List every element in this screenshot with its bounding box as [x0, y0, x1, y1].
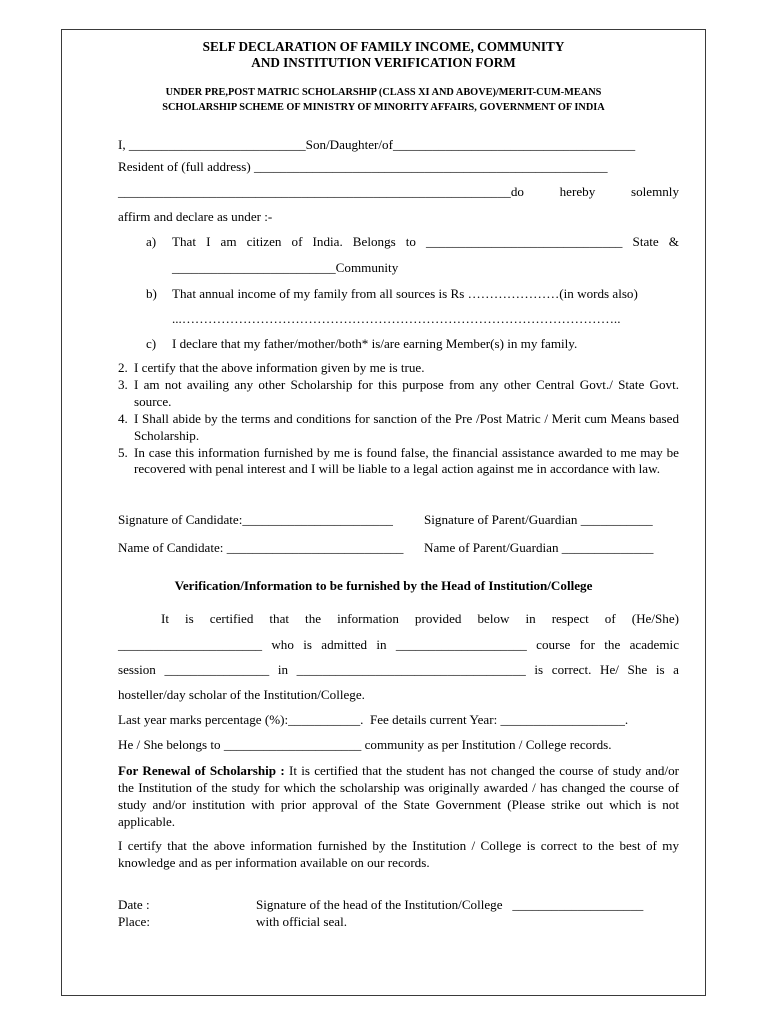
item-a-marker: a)	[146, 234, 157, 249]
list-item	[118, 360, 679, 377]
declaration-affirm-line: affirm and declare as under :-	[118, 209, 273, 224]
item-a-line1: That I am citizen of India. Belongs to ______________________________ State &	[172, 234, 679, 249]
list-item	[118, 445, 679, 479]
declaration-solemnly-line: ____________________________________________________________do hereby solemnly	[118, 184, 679, 199]
renewal-text: It is certified that the student has not changed the course of study and/or the Institution of the study for which the scholarship was originally awarded / has changed the course of study and/or institution with prior approval of the State Government (Please strike out which is not applicable.	[118, 763, 680, 829]
item-c-marker: c)	[146, 336, 157, 351]
verification-line3: session ________________ in ___________________________________ is correct. He/ She is a	[118, 662, 679, 677]
declaration-name-line: I, ___________________________Son/Daughter/of_____________________________________	[118, 137, 636, 152]
list-item-text: I certify that the above information given by me is true.	[134, 360, 425, 375]
parent-signature-field: Signature of Parent/Guardian ___________	[424, 512, 653, 527]
place-label: Place:	[118, 914, 150, 929]
verification-community-line: He / She belongs to _____________________ community as per Institution / College records.	[118, 737, 612, 752]
list-item-number: 5.	[118, 444, 128, 460]
list-item-text: In case this information furnished by me is found false, the financial assistance awarded to me may be recovered with penal interest and I will be liable to a legal action against me in accordance with law.	[134, 444, 679, 477]
candidate-name-field: Name of Candidate: ___________________________	[118, 540, 404, 555]
certify-paragraph: I certify that the above information furnished by the Institution / College is correct to the best of my knowledge and as per information available on our records.	[118, 838, 679, 870]
item-b-line1: That annual income of my family from all sources is Rs …………………(in words also)	[172, 286, 638, 301]
verification-heading: Verification/Information to be furnished by the Head of Institution/College	[174, 578, 593, 593]
declaration-resident-line: Resident of (full address) ______________________________________________________	[118, 159, 608, 174]
form-title-line1: SELF DECLARATION OF FAMILY INCOME, COMMUNITY	[202, 39, 565, 54]
verification-line4: hosteller/day scholar of the Institution/College.	[118, 687, 365, 702]
list-item-text: I am not availing any other Scholarship for this purpose from any other Central Govt./ State Govt. source.	[134, 376, 679, 409]
parent-name-field: Name of Parent/Guardian ______________	[424, 540, 654, 555]
renewal-label: For Renewal of Scholarship :	[118, 763, 285, 778]
candidate-signature-field: Signature of Candidate:_______________________	[118, 512, 393, 527]
item-b-marker: b)	[146, 286, 157, 301]
numbered-declarations	[118, 360, 679, 478]
list-item-number: 3.	[118, 376, 128, 392]
verification-line2: ______________________ who is admitted in ____________________ course for the academic	[118, 637, 679, 652]
list-item	[118, 377, 679, 411]
item-c-line: I declare that my father/mother/both* is/are earning Member(s) in my family.	[172, 336, 578, 351]
verification-marks-fees-line: Last year marks percentage (%):___________. Fee details current Year: ___________________.	[118, 712, 629, 727]
list-item-text: I Shall abide by the terms and conditions for sanction of the Pre /Post Matric / Merit cum Means based Scholarship.	[134, 410, 679, 443]
date-label: Date :	[118, 897, 150, 912]
item-a-line2: _________________________Community	[172, 260, 399, 275]
form-subtitle-line2: SCHOLARSHIP SCHEME OF MINISTRY OF MINORITY AFFAIRS, GOVERNMENT OF INDIA	[162, 102, 605, 113]
official-seal-label: with official seal.	[256, 914, 348, 929]
renewal-paragraph	[118, 763, 679, 831]
list-item	[118, 411, 679, 445]
item-b-line2: ...………………………………………………………………………………………..	[172, 311, 621, 326]
form-subtitle-line1: UNDER PRE,POST MATRIC SCHOLARSHIP (CLASS XI AND ABOVE)/MERIT-CUM-MEANS	[165, 87, 602, 98]
verification-line1: It is certified that the information provided below in respect of (He/She)	[161, 611, 679, 626]
list-item-number: 2.	[118, 360, 128, 375]
form-title-line2: AND INSTITUTION VERIFICATION FORM	[251, 55, 516, 70]
list-item-number: 4.	[118, 410, 128, 426]
head-signature-line: Signature of the head of the Institution/College ____________________	[256, 897, 644, 912]
